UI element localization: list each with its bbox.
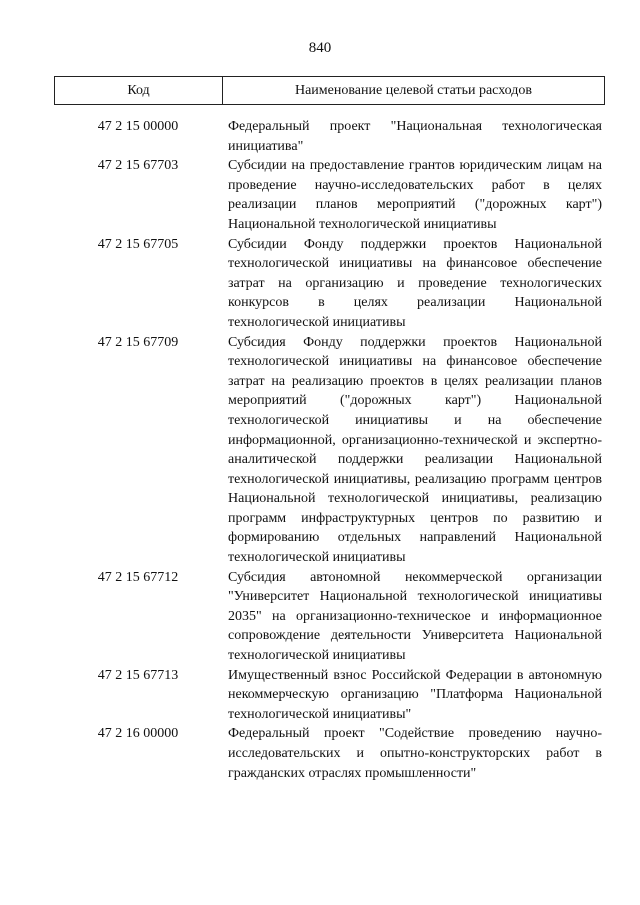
table-row	[54, 333, 605, 568]
row-name: Субсидии Фонду поддержки проектов Национальной технологической инициативы на финансовое обеспечение затрат на организацию и проведение технологических конкурсов в целях реализации Национальной технологической инициативы	[228, 236, 602, 330]
row-name: Имущественный взнос Российской Федерации в автономную некоммерческую организацию "Платформа Национальной технологической инициативы"	[228, 667, 602, 722]
table-row	[54, 156, 605, 234]
header-name: Наименование целевой статьи расходов	[294, 83, 533, 98]
page-number: 840	[308, 40, 332, 56]
table-row	[54, 724, 605, 783]
row-name: Субсидия Фонду поддержки проектов Национальной технологической инициативы на финансовое обеспечение затрат на реализацию проектов в целях реализации планов мероприятий ("дорожных карт") Национальной технологической инициативы и на обеспечение информационной, организационно-технической и экспертно-аналитической поддержки реализации Национальной технологической инициативы, реализацию программ центров Национальной технологической инициативы, реализацию программ инфраструктурных центров по развитию и формированию отдельных направлений Национальной технологической инициативы	[228, 334, 602, 566]
table-header	[54, 76, 605, 105]
row-code: 47 2 15 67713	[97, 667, 179, 683]
table-body	[54, 117, 605, 783]
row-code: 47 2 15 67705	[97, 236, 179, 252]
row-name: Субсидии на предоставление грантов юридическим лицам на проведение научно-исследовательских работ в целях реализации планов мероприятий ("дорожных карт") Национальной технологической инициативы	[228, 158, 602, 232]
table-row	[54, 666, 605, 725]
row-code: 47 2 16 00000	[97, 726, 179, 742]
row-code: 47 2 15 67709	[97, 334, 179, 350]
row-name: Федеральный проект "Национальная технологическая инициатива"	[228, 119, 602, 154]
row-name: Субсидия автономной некоммерческой организации "Университет Национальной технологической инициативы 2035" на организационно-техническое и информационное сопровождение деятельности Университета Национальной технологической инициативы	[228, 569, 602, 664]
table-row	[54, 235, 605, 333]
table-row	[54, 568, 605, 666]
row-code: 47 2 15 67712	[97, 569, 179, 585]
row-code: 47 2 15 00000	[97, 119, 179, 134]
header-code: Код	[55, 77, 223, 104]
row-name: Федеральный проект "Содействие проведению научно-исследовательских и опытно-конструкторских работ в гражданских отраслях промышленности"	[228, 726, 602, 781]
row-code: 47 2 15 67703	[97, 158, 179, 174]
table-row	[54, 117, 605, 156]
